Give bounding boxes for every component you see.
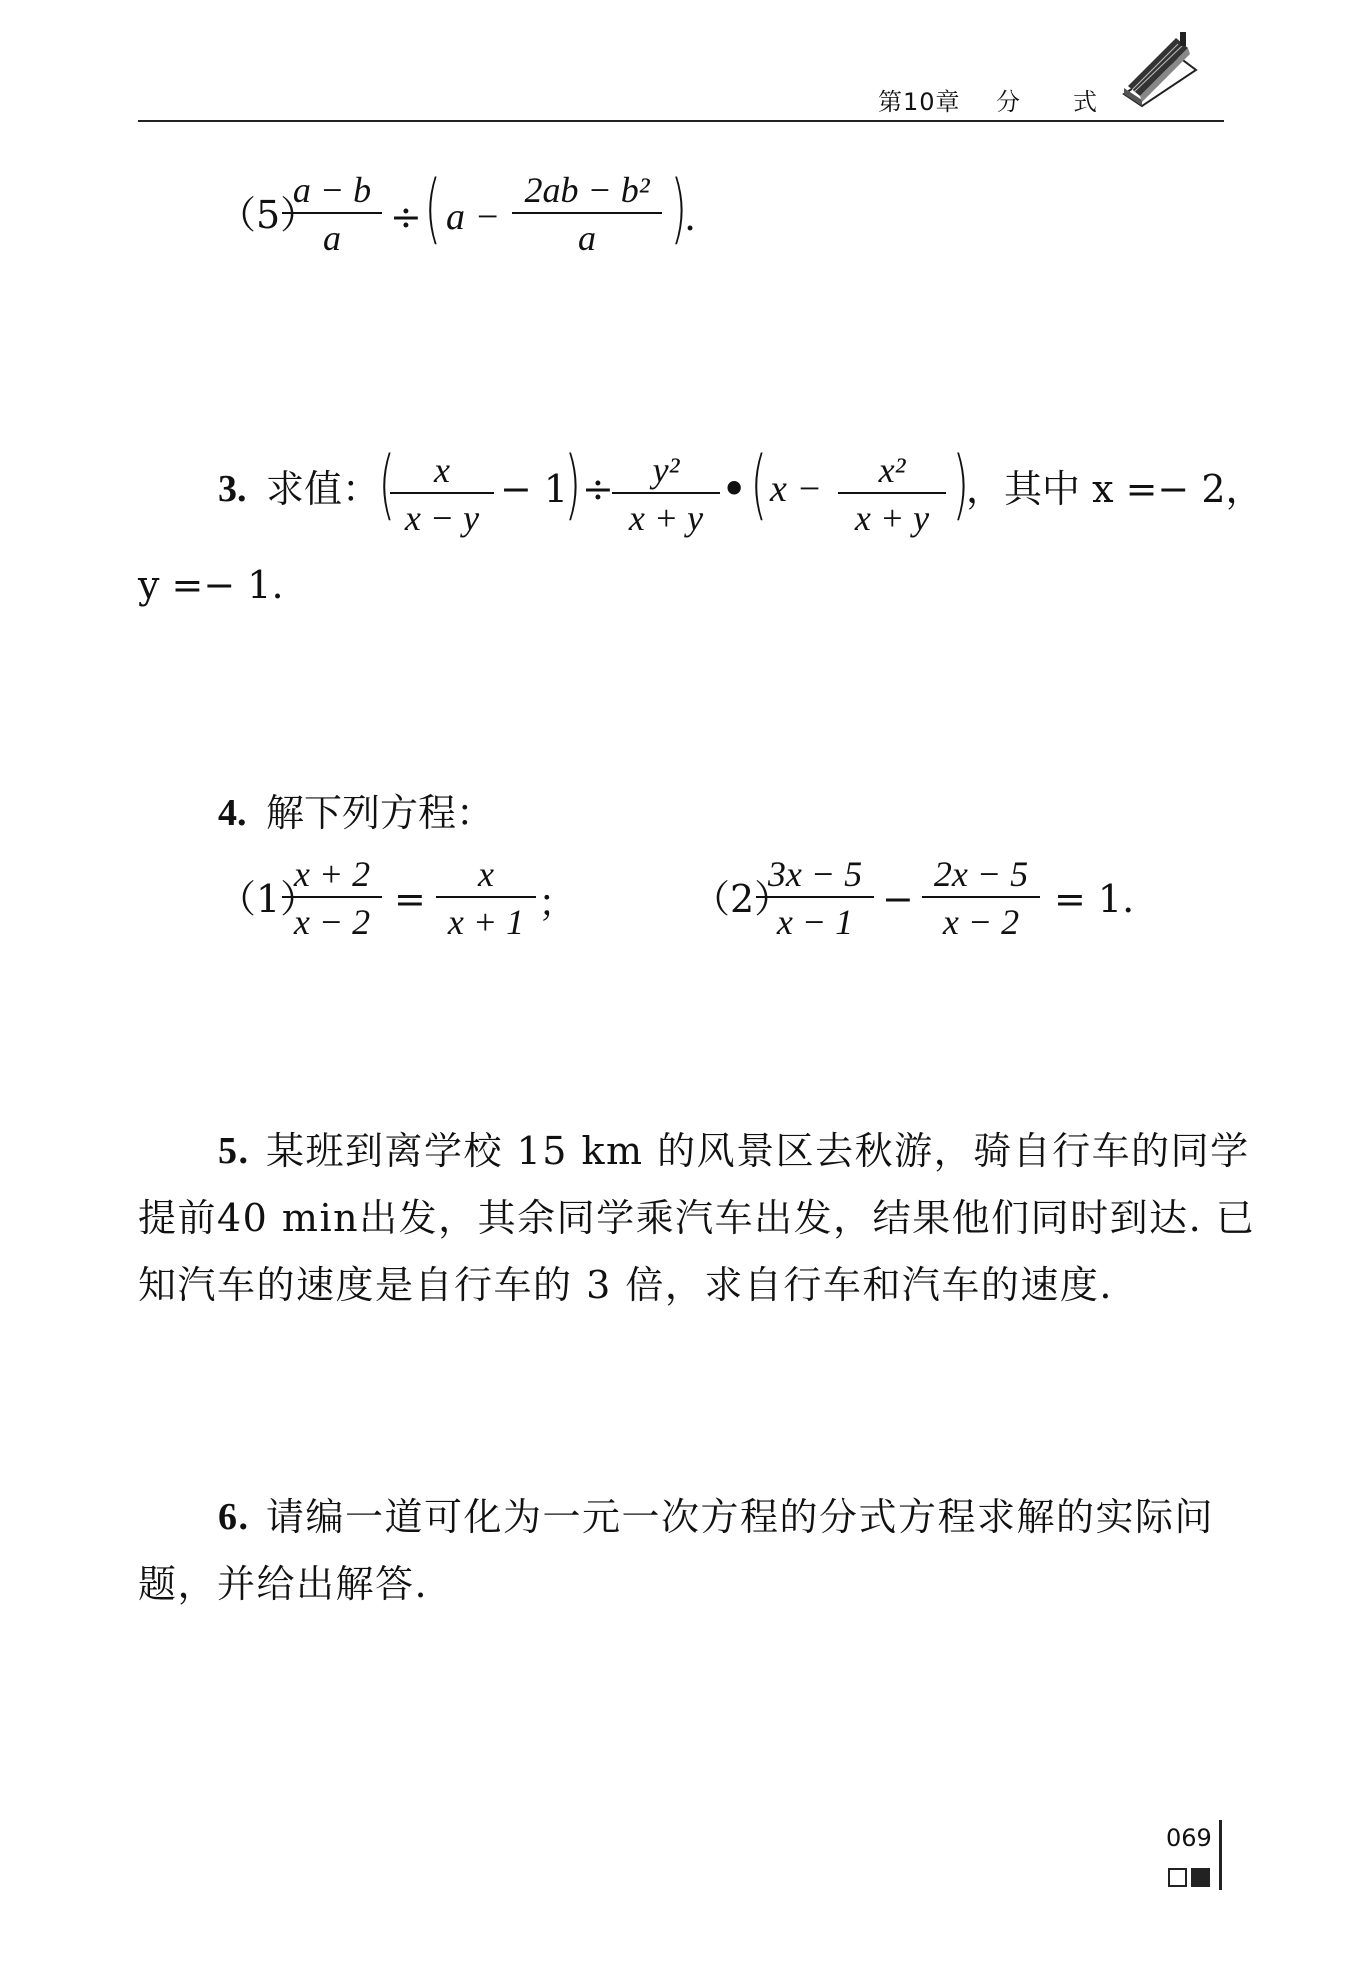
denominator: x − 2 [293, 902, 371, 942]
condition-text: ，其中 x =− 2， [966, 467, 1264, 511]
denominator: x + y [854, 498, 930, 538]
fraction [282, 856, 382, 940]
question-text-line-2: 题，并给出解答. [138, 1562, 429, 1606]
denominator: x + y [628, 498, 704, 538]
question-text-line-1: 某班到离学校 15 km 的风景区去秋游，骑自行车的同学 [266, 1129, 1250, 1173]
condition-line-2: y =− 1. [138, 563, 284, 607]
term-x: x − [770, 468, 823, 510]
term-a: a − [446, 196, 501, 238]
question-text-line-1: 请编一道可化为一元一次方程的分式方程求解的实际问 [266, 1495, 1215, 1539]
denominator: x + 1 [447, 902, 525, 942]
equals-one: = 1. [1054, 877, 1135, 921]
multiply-dot: • [722, 466, 747, 511]
fraction [436, 856, 536, 940]
book-logo-icon [1118, 30, 1200, 110]
numerator: y² [612, 452, 720, 494]
divide-sign: ÷ [582, 467, 614, 511]
numerator: 2x − 5 [922, 856, 1040, 898]
question-number: 3. [218, 468, 247, 510]
question-text-line-3: 知汽车的速度是自行车的 3 倍，求自行车和汽车的速度. [138, 1263, 1113, 1307]
minus-sign: − [882, 877, 914, 921]
right-paren: ) [670, 163, 687, 252]
numerator: 3x − 5 [756, 856, 874, 898]
question-lead: 解下列方程： [266, 791, 495, 835]
numerator: x + 2 [282, 856, 382, 898]
numerator: x [390, 452, 494, 494]
left-paren: ( [378, 439, 395, 528]
fraction [612, 452, 720, 536]
chapter-title-char-2: 式 [1073, 88, 1098, 116]
minus-one: − 1 [500, 467, 569, 511]
subproblem-label: （1） [218, 877, 319, 921]
question-lead: 求值： [266, 467, 381, 511]
filled-square-icon [1191, 1868, 1210, 1887]
semicolon: ； [538, 881, 577, 925]
numerator: a − b [282, 172, 382, 214]
right-paren: ) [564, 439, 581, 528]
question-number: 5. [218, 1130, 250, 1172]
question-number: 4. [218, 792, 247, 834]
fraction [512, 172, 662, 256]
header-rule [138, 120, 1224, 122]
denominator: x − y [404, 498, 480, 538]
denominator: x − 2 [942, 902, 1020, 942]
fraction [922, 856, 1040, 940]
fraction [838, 452, 946, 536]
subproblem-label: （2） [692, 877, 793, 921]
chapter-title-char-1: 分 [996, 88, 1021, 116]
divide-sign: ÷ [390, 195, 422, 239]
page-number: 069 [1166, 1824, 1212, 1852]
subproblem-label: （5） [218, 193, 319, 237]
footer-rule [1219, 1820, 1222, 1890]
fraction [282, 172, 382, 256]
denominator: x − 1 [776, 902, 854, 942]
question-number: 6. [218, 1496, 250, 1538]
chapter-label: 第10章 [878, 88, 961, 116]
outline-square-icon [1168, 1868, 1187, 1887]
denominator: a [578, 218, 596, 258]
period: . [684, 195, 697, 239]
left-paren: ( [750, 439, 767, 528]
question-text-line-2: 提前40 min出发，其余同学乘汽车出发，结果他们同时到达. 已 [138, 1196, 1256, 1240]
numerator: x [436, 856, 536, 898]
equals-sign: = [394, 877, 426, 921]
fraction [756, 856, 874, 940]
numerator: 2ab − b² [512, 172, 662, 214]
right-paren: ) [952, 439, 969, 528]
left-paren: ( [424, 163, 441, 252]
denominator: a [323, 218, 341, 258]
numerator: x² [838, 452, 946, 494]
fraction [390, 452, 494, 536]
